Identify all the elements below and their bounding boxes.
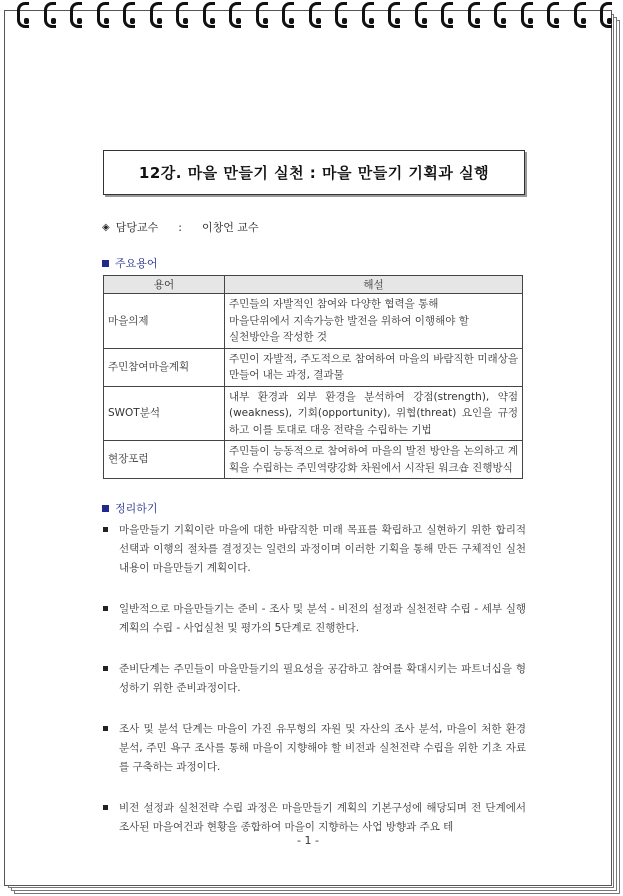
table-row xyxy=(104,348,523,386)
column-header-term: 용어 xyxy=(104,276,225,294)
spiral-binding xyxy=(16,0,612,28)
terms-table xyxy=(103,275,523,479)
spiral-ring-icon xyxy=(546,0,559,26)
square-bullet-icon xyxy=(102,505,109,512)
spiral-ring-icon xyxy=(414,0,427,26)
list-item xyxy=(102,799,526,837)
spiral-ring-icon xyxy=(599,0,612,26)
page-number: - 1 - xyxy=(297,834,319,847)
document-page xyxy=(4,10,612,886)
bullet-icon xyxy=(103,527,108,532)
desc-line: 마을단위에서 지속가능한 발전을 위하여 이행해야 할 xyxy=(229,314,469,327)
list-item-text: 일반적으로 마을만들기는 준비 - 조사 및 분석 - 비전의 설정과 실천전략 수립 - 세부 실행계획의 수립 - 사업실천 및 평가의 5단계로 진행한다. xyxy=(119,603,526,634)
spiral-ring-icon xyxy=(255,0,268,26)
spiral-ring-icon xyxy=(16,0,29,26)
bullet-icon xyxy=(103,805,108,810)
desc-line: 실천방안을 작성한 것 xyxy=(229,331,327,343)
spiral-ring-icon xyxy=(281,0,294,26)
spiral-ring-icon xyxy=(228,0,241,26)
list-item-text: 조사 및 분석 단계는 마을이 가진 유무형의 자원 및 자산의 조사 분석, 마을이 처한 환경 분석, 주민 욕구 조사를 통해 마을이 지향해야 할 비전과 실천전략 수립을 위한 기초 자료를 구축하는 과정이다. xyxy=(119,723,526,773)
summary-heading xyxy=(102,500,158,516)
terms-heading-label: 주요용어 xyxy=(115,257,158,270)
spiral-ring-icon xyxy=(387,0,400,26)
bullet-icon xyxy=(103,606,108,611)
bullet-icon xyxy=(103,726,108,731)
spiral-ring-icon xyxy=(440,0,453,26)
professor-label: 담당교수 xyxy=(115,221,159,234)
desc-cell: 주민들이 능동적으로 참여하여 마을의 발전 방안을 논의하고 계획을 수립하는 주민역량강화 차원에서 시작된 워크숍 진행방식 xyxy=(225,441,523,479)
list-item-text: 비전 설정과 실천전략 수립 과정은 마을만들기 계획의 기본구성에 해당되며 전 단계에서 조사된 마을여건과 현황을 종합하여 마을이 지향하는 사업 방향과 주요 테 xyxy=(119,802,526,833)
professor-line xyxy=(102,219,259,235)
column-header-desc: 해설 xyxy=(225,276,523,294)
professor-name: 이창언 교수 xyxy=(201,221,259,234)
lecture-title-box xyxy=(103,150,525,195)
list-item-text: 준비단계는 주민들이 마을만들기의 필요성을 공감하고 참여를 확대시키는 파트너십을 형성하기 위한 준비과정이다. xyxy=(119,663,526,694)
term-cell: 현장포럼 xyxy=(104,441,225,479)
table-row xyxy=(104,294,523,349)
table-row xyxy=(104,441,523,479)
list-item xyxy=(102,521,526,578)
spiral-ring-icon xyxy=(334,0,347,26)
list-item xyxy=(102,600,526,638)
spiral-ring-icon xyxy=(493,0,506,26)
bullet-icon xyxy=(103,666,108,671)
desc-cell: 주민이 자발적, 주도적으로 참여하여 마을의 바람직한 미래상을 만들어 내는 과정, 결과물 xyxy=(225,348,523,386)
term-cell: SWOT분석 xyxy=(104,386,225,441)
table-row xyxy=(104,386,523,441)
terms-table-header xyxy=(104,276,523,294)
diamond-bullet-icon: ◈ xyxy=(102,221,110,233)
spiral-ring-icon xyxy=(573,0,586,26)
spiral-ring-icon xyxy=(520,0,533,26)
lecture-title: 12강. 마을 만들기 실천 : 마을 만들기 기획과 실행 xyxy=(138,164,490,182)
spiral-ring-icon xyxy=(308,0,321,26)
professor-separator: : xyxy=(178,220,182,234)
desc-line: 주민들의 자발적인 참여와 다양한 협력을 통해 xyxy=(229,298,439,310)
spiral-ring-icon xyxy=(122,0,135,26)
spiral-ring-icon xyxy=(69,0,82,26)
spiral-ring-icon xyxy=(175,0,188,26)
list-item xyxy=(102,660,526,698)
list-item-text: 마을만들기 기획이란 마을에 대한 바람직한 미래 목표를 확립하고 실현하기 위한 합리적 선택과 이행의 절차를 결정짓는 일련의 과정이며 이러한 기획을 통해 만든 구체적인 실천 내용이 마을만들기 계획이다. xyxy=(119,524,526,574)
term-cell: 마을의제 xyxy=(104,294,225,349)
list-item xyxy=(102,720,526,777)
terms-heading xyxy=(102,255,158,271)
summary-heading-label: 정리하기 xyxy=(115,502,158,515)
term-cell: 주민참여마을계획 xyxy=(104,348,225,386)
spiral-ring-icon xyxy=(467,0,480,26)
spiral-ring-icon xyxy=(361,0,374,26)
desc-cell xyxy=(225,294,523,349)
spiral-ring-icon xyxy=(96,0,109,26)
summary-list xyxy=(102,521,526,859)
spiral-ring-icon xyxy=(43,0,56,26)
spiral-ring-icon xyxy=(202,0,215,26)
square-bullet-icon xyxy=(102,260,109,267)
spiral-ring-icon xyxy=(149,0,162,26)
desc-cell: 내부 환경과 외부 환경을 분석하여 강점(strength), 약점(weakness), 기회(opportunity), 위협(threat) 요인을 규정하고 이를 토대로 대응 전략을 수립하는 기법 xyxy=(225,386,523,441)
